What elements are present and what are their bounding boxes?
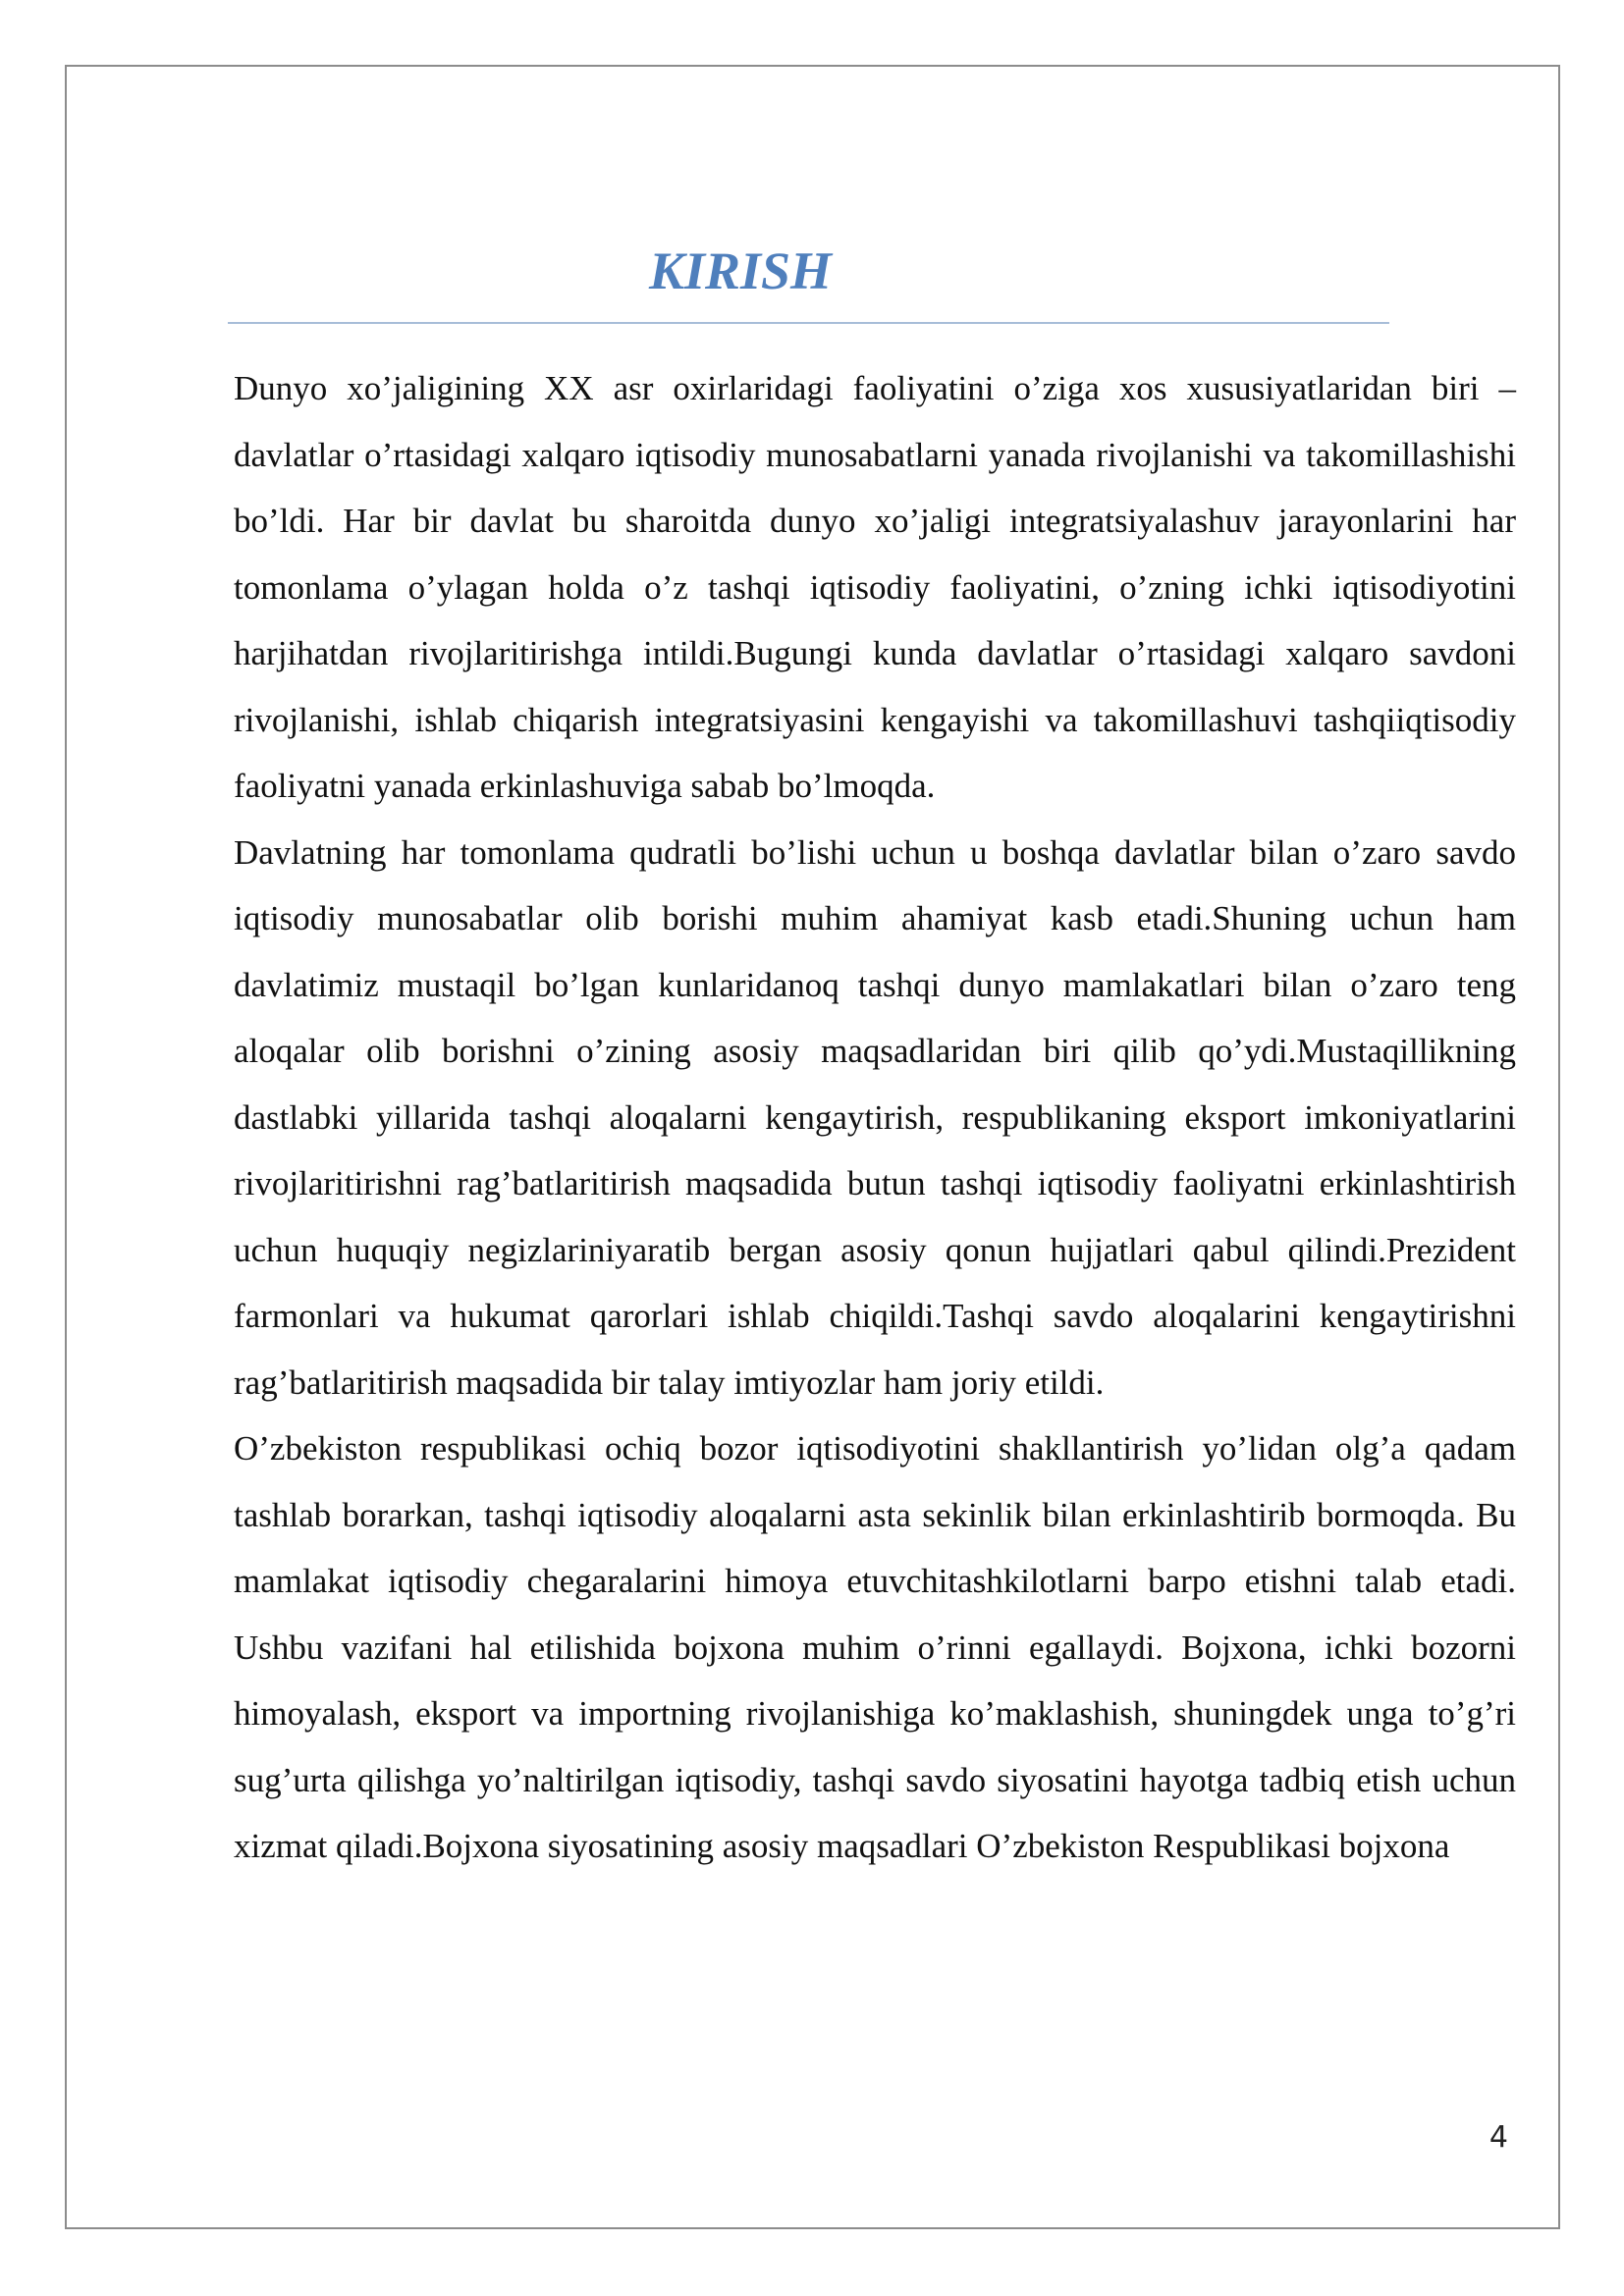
heading-divider xyxy=(228,322,1389,324)
page-heading: KIRISH xyxy=(648,241,833,300)
paragraph-1: Dunyo xo’jaligining XX asr oxirlaridagi faoliyatini o’ziga xos xususiyatlaridan biri – davlatlar o’rtasidagi xalqaro iqtisodiy munosabatlarni yanada rivojlanishi va takomillashishi bo’ldi. Har bir davlat bu sharoitda dunyo xo’jaligi integratsiyalashuv jarayonlarini har tomonlama o’ylagan holda o’z tashqi iqtisodiy faoliyatini, o’zning ichki iqtisodiyotini harjihatdan rivojlaritirishga intildi.Bugungi kunda davlatlar o’rtasidagi xalqaro savdoni rivojlanishi, ishlab chiqarish integratsiyasini kengayishi va takomillashuvi tashqiiqtisodiy faoliyatni yanada erkinlashuviga sabab bo’lmoqda. xyxy=(234,369,1516,805)
paragraph-2: Davlatning har tomonlama qudratli bo’lishi uchun u boshqa davlatlar bilan o’zaro savdo iqtisodiy munosabatlar olib borishi muhim ahamiyat kasb etadi.Shuning uchun ham davlatimiz mustaqil bo’lgan kunlaridanoq tashqi dunyo mamlakatlari bilan o’zaro teng aloqalar olib borishni o’zining asosiy maqsadlaridan biri qilib qo’ydi.Mustaqillikning dastlabki yillarida tashqi aloqalarni kengaytirish, respublikaning eksport imkoniyatlarini rivojlaritirishni rag’batlaritirish maqsadida butun tashqi iqtisodiy faoliyatni erkinlashtirish uchun huquqiy negizlariniyaratib bergan asosiy qonun hujjatlari qabul qilindi.Prezident farmonlari va hukumat qarorlari ishlab chiqildi.Tashqi savdo aloqalarini kengaytirishni rag’batlaritirish maqsadida bir talay imtiyozlar ham joriy etildi. xyxy=(234,832,1516,1402)
page-number: 4 xyxy=(1489,2120,1508,2155)
body-text xyxy=(234,355,1516,1880)
paragraph-3: O’zbekiston respublikasi ochiq bozor iqtisodiyotini shakllantirish yo’lidan olg’a qadam tashlab borarkan, tashqi iqtisodiy aloqalarni asta sekinlik bilan erkinlashtirib bormoqda. Bu mamlakat iqtisodiy chegaralarini himoya etuvchitashkilotlarni barpo etishni talab etadi. Ushbu vazifani hal etilishida bojxona muhim o’rinni egallaydi. Bojxona, ichki bozorni himoyalash, eksport va importning rivojlanishiga ko’maklashish, shuningdek unga to’g’ri sug’urta qilishga yo’naltirilgan iqtisodiy, tashqi savdo siyosatini hayotga tadbiq etish uchun xizmat qiladi.Bojxona siyosatining asosiy maqsadlari O’zbekiston Respublikasi bojxona xyxy=(234,1429,1516,1865)
